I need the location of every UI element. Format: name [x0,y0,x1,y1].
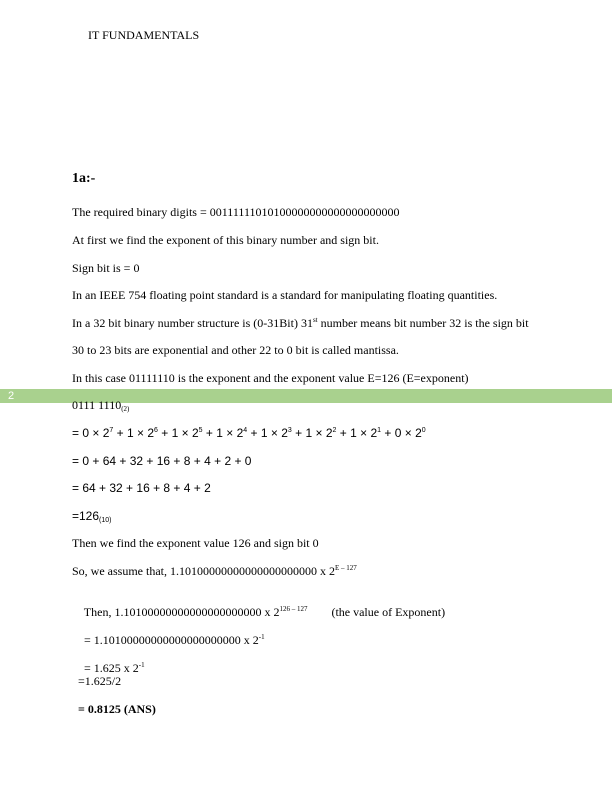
sum-line: = 0 + 64 + 32 + 16 + 8 + 4 + 2 + 0 [72,454,252,468]
note: (the value of Exponent) [331,605,446,619]
exponent-superscript: 2 [332,427,337,434]
text: = 1.10100000000000000000000 x 2 [78,633,259,647]
text: So, we assume that, 1.10100000000000000000000 x 2 [72,564,335,578]
sign-bit-text: Sign bit is = 0 [72,261,140,275]
text: = 1.625 x 2 [78,661,139,675]
superscript: -1 [138,661,145,669]
superscript: 126 – 127 [279,605,308,613]
exponent-superscript: 7 [109,427,114,434]
power-expansion: = $0 \times 2^7 + 1 \times 2^6 + 1 \times 2^5 + 1 \times 2^4 + 1 \times 2^3 + 1 \times 2^2 + 1 \times 2^1 + 0 \times 2^0$ [72,426,426,440]
superscript: -1 [258,633,265,641]
decimal-result [72,509,111,523]
paragraph: Then we find the exponent value 126 and sign bit 0 [72,536,319,550]
subscript: (2) [121,405,130,413]
paragraph: In an IEEE 754 floating point standard is a standard for manipulating floating quantities. [72,288,498,302]
formula-line [72,591,445,619]
formula-line: =1.625/2 [72,674,122,688]
paragraph: In this case 01111110 is the exponent and the exponent value E=126 (E=exponent) [72,371,469,385]
binary-digits-text: The required binary digits = 00111111010100000000000000000000 [72,205,400,219]
text: number means bit number 32 is the sign bit [317,316,529,330]
paragraph: 30 to 23 bits are exponential and other 22 to 0 bit is called mantissa. [72,343,399,357]
text: Then, 1.10100000000000000000000 x 2 [78,605,280,619]
exponent-superscript: 1 [377,427,382,434]
section-heading: 1a:- [72,171,96,186]
exponent-superscript: 6 [154,427,158,434]
exponent-superscript: 5 [198,427,203,434]
formula-line [72,564,357,578]
paragraph: At first we find the exponent of this binary number and sign bit. [72,233,379,247]
formula-line [72,619,265,647]
final-answer: = 0.8125 (ANS) [72,702,156,716]
formula-line [72,647,145,675]
exponent-superscript: 4 [243,427,248,434]
text: 0111 1110 [72,398,122,412]
text: In a 32 bit binary number structure is (0-31Bit) 31 [72,316,313,330]
text: =126 [72,509,100,523]
exponent-superscript: 0 [421,427,426,434]
paragraph [72,316,529,330]
binary-exponent [72,398,129,412]
superscript: E – 127 [335,564,357,572]
document-header: IT FUNDAMENTALS [88,28,200,42]
exponent-superscript: 3 [287,427,292,434]
superscript: st [312,316,318,324]
page-number: 2 [8,390,15,402]
subscript: (10) [99,517,112,524]
sum-line: = 64 + 32 + 16 + 8 + 4 + 2 [72,481,211,495]
